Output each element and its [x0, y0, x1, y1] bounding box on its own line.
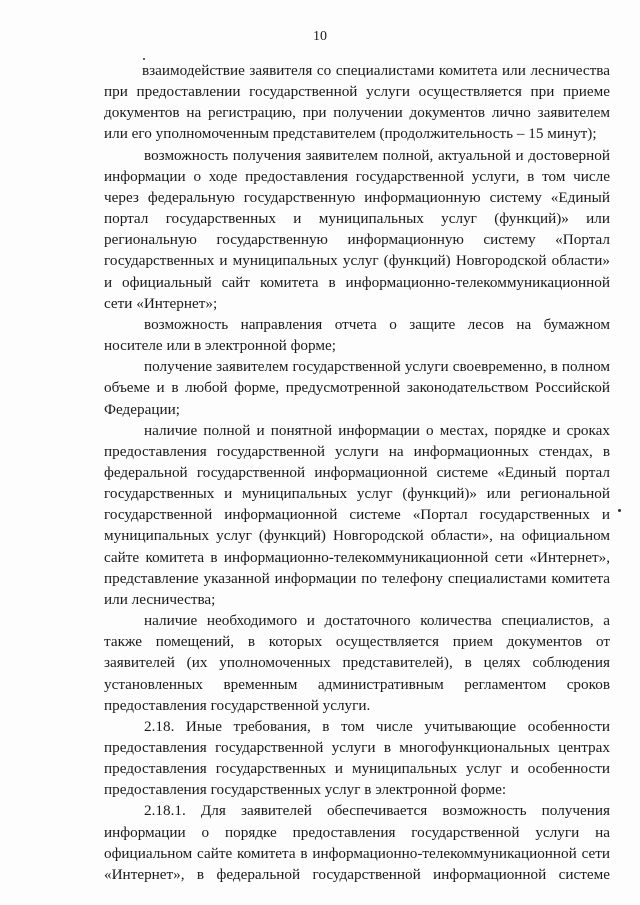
paragraph-section-2-18: 2.18. Иные требования, в том числе учитывающие особенности предоставления государственной услуги в многофункциональных центрах предоставления государственных и муниципальных услуг и особенности предоставления государственных услуг в электронной форме:: [104, 717, 610, 799]
paragraph-information-availability: наличие полной и понятной информации о местах, порядке и сроках предоставления государственной услуги на информационных стендах, в федеральной государственной информационной системе «Единый портал государственных и муниципальных услуг (функций)» или региональной государственной информационной системе «Портал государственных и муниципальных услуг (функций) Новгородской области», на официальном сайте комитета в информационно-телекоммуникационной сети «Интернет», представление указанной информации по телефону специалистами комитета или лесничества;: [104, 421, 610, 608]
scan-artifact-dot: [618, 509, 621, 512]
paragraph-section-2-18-1: 2.18.1. Для заявителей обеспечивается возможность получения информации о порядке предоставления государственной услуги на официальном сайте комитета в информационно-телекоммуникационной сети «Интернет», в федеральной государственной информационной системе: [104, 802, 610, 883]
paragraph-report-submission: возможность направления отчета о защите лесов на бумажном носителе или в электронной форме;: [104, 315, 610, 355]
scan-artifact-dot: [143, 58, 145, 60]
paragraph-staff-premises: наличие необходимого и достаточного количества специалистов, а также помещений, в которых осуществляется прием документов от заявителей (их уполномоченных представителей), в целях соблюдения установленных временным административным регламентом сроков предоставления государственной услуги.: [104, 612, 610, 714]
paragraph-interaction: взаимодействие заявителя со специалистами комитета или лесничества при предоставлении государственной услуги осуществляется при приеме документов на регистрацию, при получении документов лично заявителем или его уполномоченным представителем (продолжительность – 15 минут);: [104, 62, 610, 143]
paragraph-service-receipt: получение заявителем государственной услуги своевременно, в полном объеме и в любой форме, предусмотренной законодательством Российской Федерации;: [104, 358, 610, 418]
page-number: 10: [313, 29, 327, 44]
paragraph-info-access: возможность получения заявителем полной, актуальной и достоверной информации о ходе предоставления государственной услуги, в том числе через федеральную государственную информационную систему «Единый портал государственных и муниципальных услуг (функций)» или региональную государственную информационную систему «Портал государственных и муниципальных услуг (функций) Новгородской области» и официальный сайт комитета в информационно-телекоммуникационной сети «Интернет»;: [104, 146, 610, 312]
document-body: [104, 60, 610, 885]
